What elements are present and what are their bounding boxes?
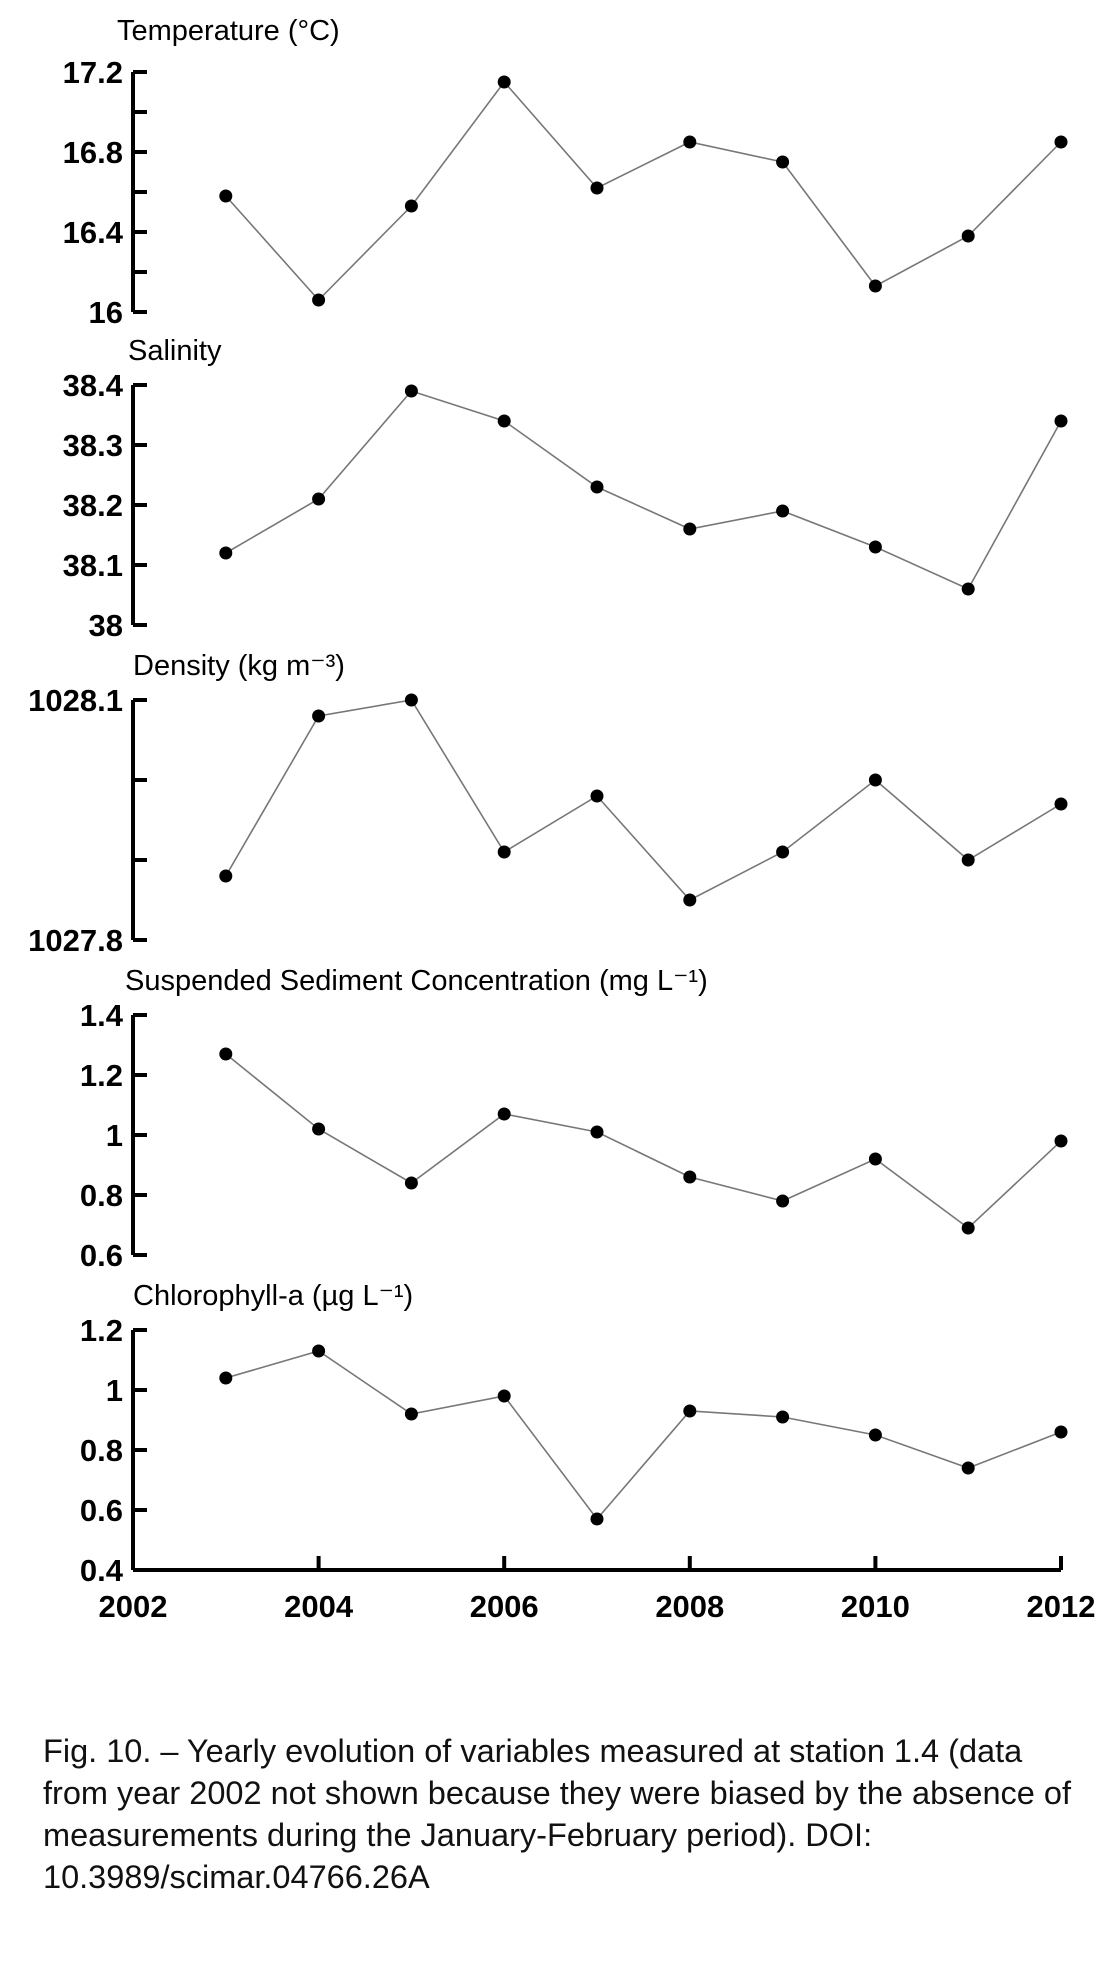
data-point	[1055, 136, 1068, 149]
y-tick-label: 38	[88, 608, 123, 643]
data-point	[405, 694, 418, 707]
data-point	[405, 1177, 418, 1190]
data-point	[869, 541, 882, 554]
panel-title: Salinity	[128, 335, 222, 367]
data-point	[1055, 415, 1068, 428]
data-point	[776, 156, 789, 169]
series-line	[226, 82, 1061, 300]
series-line	[226, 1351, 1061, 1519]
data-point	[591, 1126, 604, 1139]
data-point	[219, 1048, 232, 1061]
data-point	[776, 1411, 789, 1424]
data-point	[1055, 798, 1068, 811]
data-point	[498, 76, 511, 89]
y-tick-label: 0.8	[79, 1433, 123, 1468]
panel-title: Density (kg m⁻³)	[133, 650, 345, 682]
y-tick-label: 38.2	[62, 488, 123, 523]
data-point	[312, 1345, 325, 1358]
y-tick-label: 1	[105, 1118, 123, 1153]
y-tick-label: 38.1	[62, 548, 123, 583]
y-tick-label: 1027.8	[28, 923, 123, 958]
data-point	[591, 1513, 604, 1526]
y-tick-label: 38.4	[62, 368, 123, 403]
data-point	[683, 894, 696, 907]
data-point	[776, 1195, 789, 1208]
x-tick-label: 2004	[284, 1589, 354, 1624]
panel-2	[63, 335, 1068, 643]
y-tick-label: 17.2	[62, 55, 123, 90]
data-point	[498, 1390, 511, 1403]
data-point	[683, 523, 696, 536]
y-tick-label: 1.4	[79, 998, 123, 1033]
panel-1	[63, 15, 1068, 330]
data-point	[591, 182, 604, 195]
y-tick-label: 1028.1	[28, 683, 123, 718]
data-point	[219, 190, 232, 203]
y-tick-label: 1.2	[79, 1313, 123, 1348]
data-point	[776, 846, 789, 859]
panel-title: Temperature (°C)	[117, 15, 340, 47]
x-tick-label: 2008	[655, 1589, 725, 1624]
y-tick-label: 0.6	[79, 1493, 123, 1528]
data-point	[962, 230, 975, 243]
data-point	[312, 1123, 325, 1136]
data-point	[498, 846, 511, 859]
data-point	[405, 385, 418, 398]
y-tick-label: 1	[105, 1373, 123, 1408]
data-point	[312, 294, 325, 307]
x-tick-label: 2010	[840, 1589, 910, 1624]
data-point	[219, 1372, 232, 1385]
data-point	[776, 505, 789, 518]
panel-5	[80, 1280, 1096, 1624]
data-point	[591, 481, 604, 494]
data-point	[869, 1429, 882, 1442]
x-tick-label: 2002	[98, 1589, 168, 1624]
data-point	[591, 790, 604, 803]
data-point	[1055, 1135, 1068, 1148]
data-point	[869, 1153, 882, 1166]
data-point	[683, 1405, 696, 1418]
panel-4	[80, 965, 1068, 1273]
y-tick-label: 0.6	[79, 1238, 123, 1273]
data-point	[312, 493, 325, 506]
data-point	[683, 1171, 696, 1184]
data-point	[962, 583, 975, 596]
data-point	[1055, 1426, 1068, 1439]
data-point	[219, 547, 232, 560]
data-point	[498, 415, 511, 428]
data-point	[962, 854, 975, 867]
data-point	[869, 280, 882, 293]
data-point	[683, 136, 696, 149]
y-tick-label: 0.4	[79, 1553, 123, 1588]
series-line	[226, 700, 1061, 900]
series-line	[226, 391, 1061, 589]
panel-title: Suspended Sediment Concentration (mg L⁻¹)	[125, 965, 708, 997]
data-point	[498, 1108, 511, 1121]
data-point	[405, 200, 418, 213]
data-point	[869, 774, 882, 787]
data-point	[962, 1462, 975, 1475]
y-tick-label: 1.2	[79, 1058, 123, 1093]
data-point	[962, 1222, 975, 1235]
y-tick-label: 38.3	[62, 428, 123, 463]
y-tick-label: 16.8	[62, 135, 123, 170]
series-line	[226, 1054, 1061, 1228]
y-tick-label: 16.4	[62, 215, 123, 250]
y-tick-label: 16	[88, 295, 123, 330]
panel-title: Chlorophyll-a (µg L⁻¹)	[133, 1280, 414, 1312]
data-point	[219, 870, 232, 883]
figure-caption: Fig. 10. – Yearly evolution of variables measured at station 1.4 (data from year 2002 not shown because they were biased by the absence of measurements during the January-February period). DOI: 10.3989/scimar.04766.26A	[43, 1733, 1072, 1895]
y-tick-label: 0.8	[79, 1178, 123, 1213]
data-point	[405, 1408, 418, 1421]
panel-3	[28, 650, 1067, 958]
x-tick-label: 2006	[469, 1589, 539, 1624]
data-point	[312, 710, 325, 723]
x-tick-label: 2012	[1026, 1589, 1096, 1624]
